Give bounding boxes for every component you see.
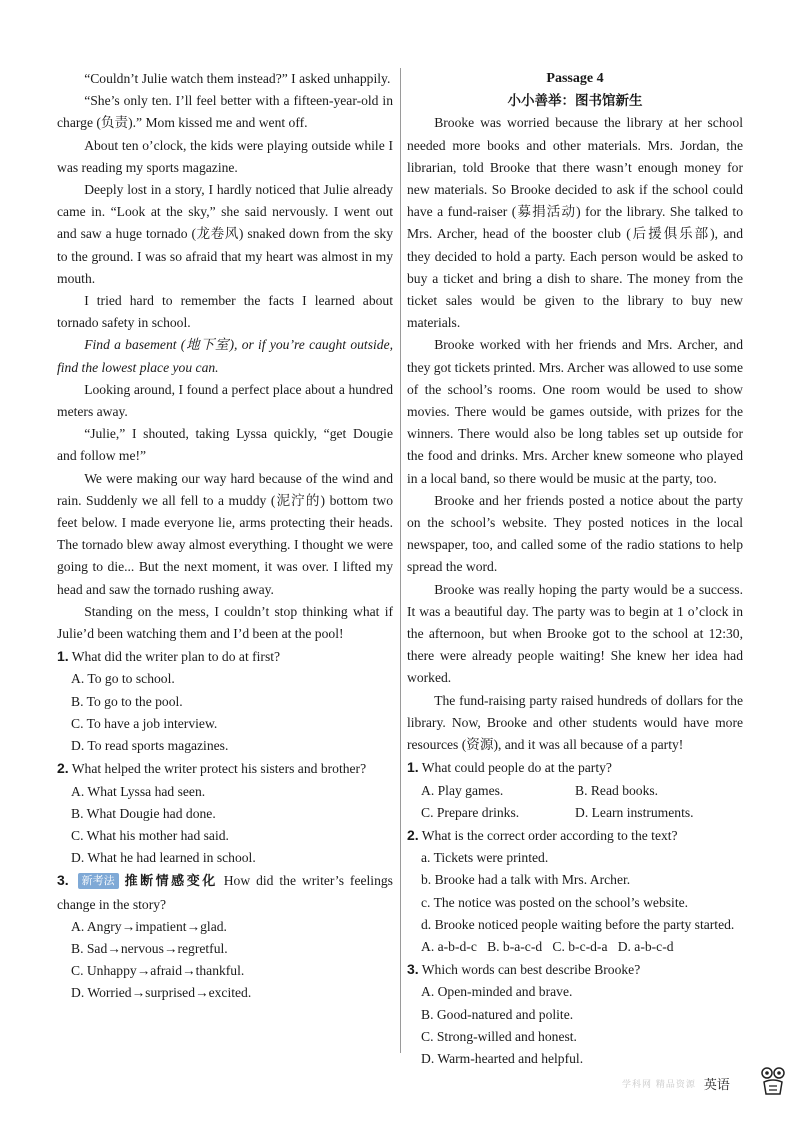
answer-option: B. Read books.: [575, 782, 659, 798]
new-method-badge: 新考法: [78, 873, 119, 889]
question-number: 3.: [57, 872, 69, 889]
story-paragraph: Standing on the mess, I couldn’t stop thinking what if Julie’d been watching them and I’d been at the pool!: [57, 603, 393, 642]
answer-option: C. Strong-willed and honest.: [421, 1028, 577, 1044]
answer-option: C. Prepare drinks.: [421, 804, 520, 820]
answer-option: B. What Dougie had done.: [71, 805, 216, 821]
answer-option: A. Open-minded and brave.: [421, 984, 573, 1000]
page-footer: [622, 1066, 786, 1100]
answer-option: B. b-a-c-d: [487, 938, 543, 954]
subject-label: 英语: [703, 1077, 730, 1093]
left-column: [57, 68, 393, 1005]
footer-watermark-text: 学科网 精品资源: [622, 1079, 696, 1090]
passage-subtitle: 小小善举：图书馆新生: [507, 93, 643, 110]
question-number: 1.: [407, 759, 419, 776]
answer-option: B. To go to the pool.: [71, 693, 183, 709]
question-1: [57, 645, 393, 668]
question-number: 2.: [407, 826, 419, 843]
passage-paragraph: Brooke was really hoping the party would be a success. It was a beautiful day. The party was to begin at 1 o’clock in the afternoon, but when Brooke got to the school at 12:30, there were already people waiting! She knew her idea had worked.: [407, 581, 743, 686]
answer-option: C. What his mother had said.: [71, 827, 229, 843]
mascot-logo-icon: [760, 1066, 786, 1100]
question-text: What could people do at the party?: [421, 760, 612, 776]
order-item: d. Brooke noticed people waiting before the party started.: [421, 916, 735, 932]
order-item: b. Brooke had a talk with Mrs. Archer.: [421, 872, 631, 888]
question-3: [57, 869, 393, 915]
question-number: 2.: [57, 760, 69, 777]
passage-paragraph: Brooke was worried because the library at her school needed more books and other materials. Mrs. Jordan, the librarian, told Brooke that there wasn’t enough money for new materials. So Brooke decided to ask if the school could have a fund-raiser (募捐活动) for the library. She talked to Mrs. Archer, head of the booster club (后援俱乐部), and they decided to hold a party. Each person would be asked to buy a ticket and bring a dish to share. The money from the ticket sales would be given to the library to buy new materials.: [407, 115, 743, 331]
answer-option: D. Learn instruments.: [575, 804, 694, 820]
question-text: How did the writer’s feelings change in the story?: [57, 873, 393, 912]
story-paragraph: Looking around, I found a perfect place about a hundred meters away.: [57, 381, 393, 420]
answer-option: C. b-c-d-a: [552, 938, 608, 954]
answer-option: D. Warm-hearted and helpful.: [421, 1050, 584, 1066]
story-paragraph: “Julie,” I shouted, taking Lyssa quickly, “get Dougie and follow me!”: [57, 426, 393, 464]
question-text: What helped the writer protect his sisters and brother?: [71, 761, 367, 777]
question-number: 3.: [407, 961, 419, 978]
story-paragraph: We were making our way hard because of the wind and rain. Suddenly we all fell to a muddy (泥泞的) bottom two feet below. I made everyone lie, arms protecting their heads. The tornado blew away almost everything. I thought we were going to die... But the next moment, it was over. I lifted my head and saw the tornado rushing away.: [57, 470, 393, 597]
passage-title: Passage 4: [546, 71, 604, 86]
answer-option: C. Unhappy→afraid→thankful.: [71, 963, 245, 979]
question-1: [407, 756, 743, 779]
passage-paragraph: Brooke and her friends posted a notice about the party on the school’s website. They posted notices in the local newspaper, too, and called some of the radio stations to help spread the word.: [407, 492, 743, 575]
answer-option: A. To go to school.: [71, 671, 175, 687]
order-item: c. The notice was posted on the school’s website.: [421, 894, 689, 910]
answer-option: A. What Lyssa had seen.: [71, 783, 206, 799]
answer-option: D. a-b-c-d: [617, 938, 674, 954]
story-paragraph: I tried hard to remember the facts I learned about tornado safety in school.: [57, 293, 393, 331]
answer-option-row: [421, 936, 743, 958]
answer-option: B. Sad→nervous→regretful.: [71, 940, 228, 956]
order-item: a. Tickets were printed.: [421, 850, 549, 866]
question-text: Which words can best describe Brooke?: [421, 962, 641, 978]
answer-option: C. To have a job interview.: [71, 715, 218, 731]
story-paragraph-italic: Find a basement (地下室), or if you’re caught outside, find the lowest place you can.: [57, 337, 393, 375]
passage-paragraph: The fund-raising party raised hundreds of dollars for the library. Now, Brooke and other students would have more resources (资源), and it was all because of a party!: [407, 692, 743, 753]
story-paragraph: About ten o’clock, the kids were playing outside while I was reading my sports magazine.: [57, 137, 393, 175]
column-divider: [400, 68, 401, 1053]
question-2: [57, 757, 393, 780]
passage-paragraph: Brooke worked with her friends and Mrs. Archer, and they got tickets printed. Mrs. Archer was allowed to use some of the school’s rooms. One room would be used to show movies. There would be games outside, with prizes for the winners. There would also be long tables set up outside for the food and drinks. Mrs. Archer knew someone who played in a local band, so there would be music at the party, too.: [407, 337, 743, 486]
question-text: What did the writer plan to do at first?: [71, 649, 281, 665]
story-paragraph: “Couldn’t Julie watch them instead?” I asked unhappily.: [84, 71, 391, 86]
story-paragraph: “She’s only ten. I’ll feel better with a fifteen-year-old in charge (负责).” Mom kissed me and went off.: [57, 93, 393, 131]
answer-option: B. Good-natured and polite.: [421, 1006, 574, 1022]
answer-option-row: [421, 802, 743, 824]
right-column: [407, 68, 743, 1070]
question-tag: 推断情感变化: [124, 874, 218, 890]
answer-option-row: [421, 780, 743, 802]
question-2: [407, 824, 743, 847]
story-paragraph: Deeply lost in a story, I hardly noticed that Julie already came in. “Look at the sky,” she said nervously. I went out and saw a huge tornado (龙卷风) snaked down from the sky to the ground. I was so afraid that my heart was almost in my mouth.: [57, 182, 393, 286]
question-3: [407, 958, 743, 981]
answer-option: A. Play games.: [421, 782, 504, 798]
answer-option: D. To read sports magazines.: [71, 738, 229, 754]
question-text: What is the correct order according to the text?: [421, 827, 678, 843]
answer-option: D. What he had learned in school.: [71, 850, 256, 866]
answer-option: A. a-b-d-c: [421, 938, 477, 954]
question-number: 1.: [57, 648, 69, 665]
answer-option: D. Worried→surprised→excited.: [71, 985, 252, 1001]
answer-option: A. Angry→impatient→glad.: [71, 918, 227, 934]
